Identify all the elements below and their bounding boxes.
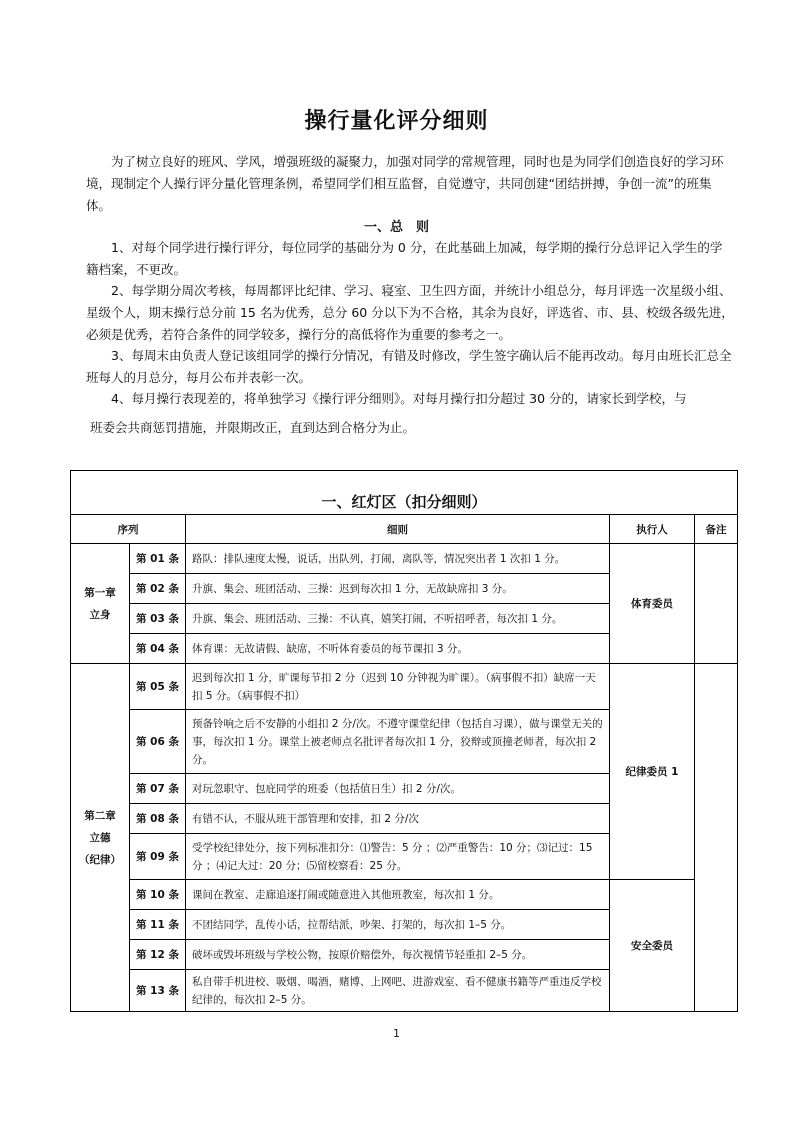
article-detail: 对玩忽职守、包庇同学的班委（包括值日生）扣 2 分/次。: [186, 774, 610, 804]
article-detail: 受学校纪律处分，按下列标准扣分：⑴警告：5 分 ；⑵严重警告：10 分；⑶记过：15 分 ；⑷记大过：20 分；⑸留校察看：25 分。: [186, 834, 610, 880]
article-detail: 迟到每次扣 1 分，旷课每节扣 2 分（迟到 10 分钟视为旷课）。（病事假不扣）缺席一天扣 5 分。（病事假不扣）: [186, 664, 610, 710]
executor-discipline-committee: 纪律委员 1: [610, 664, 695, 880]
article-detail: 破坏或毁坏班级与学校公物，按原价赔偿外，每次视情节轻重扣 2–5 分。: [186, 940, 610, 970]
note-cell: [695, 544, 738, 664]
section-heading-general: 一、总 则: [363, 220, 429, 235]
page-number: 1: [393, 1027, 400, 1040]
article-detail: 有错不认，不服从班干部管理和安排，扣 2 分/次: [186, 804, 610, 834]
article-number: 第 13 条: [130, 970, 186, 1012]
article-number: 第 07 条: [130, 774, 186, 804]
chapter-1-name: 立身: [89, 608, 111, 621]
article-number: 第 06 条: [130, 710, 186, 774]
article-number: 第 11 条: [130, 910, 186, 940]
article-number: 第 12 条: [130, 940, 186, 970]
table-row: [71, 544, 738, 574]
chapter-2-cell: [71, 664, 130, 1012]
header-note: 备注: [695, 515, 738, 544]
chapter-1-number: 第一章: [84, 586, 116, 599]
article-number: 第 05 条: [130, 664, 186, 710]
article-number: 第 01 条: [130, 544, 186, 574]
table-header-row: [71, 515, 738, 544]
article-detail: 体育课：无故请假、缺席，不听体育委员的每节课扣 3 分。: [186, 634, 610, 664]
chapter-1-cell: [71, 544, 130, 664]
document-title: 操行量化评分细则: [304, 109, 489, 134]
deduction-rules-table: [70, 470, 738, 1012]
article-detail: 预备铃响之后不安静的小组扣 2 分/次。不遵守课堂纪律（包括自习课），做与课堂无关的事，每次扣 1 分。课堂上被老师点名批评者每次扣 1 分，狡辩或顶撞老师者，每次扣 2 分。: [186, 710, 610, 774]
article-number: 第 03 条: [130, 604, 186, 634]
article-detail: 私自带手机进校、吸烟、喝酒，赌博、上网吧、进游戏室、看不健康书籍等严重违反学校纪律的，每次扣 2–5 分。: [186, 970, 610, 1012]
rule-paragraph-3: 3、每周末由负责人登记该组同学的操行分情况，有错及时修改，学生签字确认后不能再改动。每月由班长汇总全班每人的月总分，每月公布并表彰一次。: [86, 348, 732, 385]
header-detail: 细则: [186, 515, 610, 544]
chapter-2-name: 立德: [89, 831, 111, 844]
table-title: 一、红灯区（扣分细则）: [71, 471, 738, 515]
article-detail: 升旗、集会、班团活动、三操：不认真，嬉笑打闹，不听招呼者，每次扣 1 分。: [186, 604, 610, 634]
rule-paragraph-2: 2、每学期分周次考核，每周都评比纪律、学习、寝室、卫生四方面，并统计小组总分，每月评选一次星级小组、星级个人，期末操行总分前 15 名为优秀，总分 60 分以下为不合格，其余为良好，评选省、市、县、校级各级先进，必须是优秀，若符合条件的同学较多，操行分的高低将作为重要的参考之一。: [86, 283, 734, 342]
rule-paragraph-4-continued: 班委会共商惩罚措施，并限期改正，直到达到合格分为止。: [90, 420, 416, 435]
article-number: 第 04 条: [130, 634, 186, 664]
executor-safety-committee: 安全委员: [610, 880, 695, 1012]
article-number: 第 10 条: [130, 880, 186, 910]
header-executor: 执行人: [610, 515, 695, 544]
executor-sports-committee: 体育委员: [610, 544, 695, 664]
table-row: [71, 664, 738, 710]
article-number: 第 08 条: [130, 804, 186, 834]
article-detail: 升旗、集会、班团活动、三操：迟到每次扣 1 分，无故缺席扣 3 分。: [186, 574, 610, 604]
rule-paragraph-4: 4、每月操行表现差的，将单独学习《操行评分细则》。对每月操行扣分超过 30 分的，请家长到学校，与: [111, 391, 687, 406]
chapter-2-subtitle: （纪律）: [79, 853, 121, 866]
note-cell: [695, 664, 738, 1012]
article-detail: 不团结同学，乱传小话，拉帮结派，吵架、打架的，每次扣 1–5 分。: [186, 910, 610, 940]
table-row: [71, 880, 738, 910]
article-number: 第 02 条: [130, 574, 186, 604]
article-detail: 路队：排队速度太慢，说话，出队列，打闹，离队等，情况突出者 1 次扣 1 分。: [186, 544, 610, 574]
article-detail: 课间在教室、走廊追逐打闹或随意进入其他班教室，每次扣 1 分。: [186, 880, 610, 910]
intro-paragraph: 为了树立良好的班风、学风，增强班级的凝聚力，加强对同学的常规管理，同时也是为同学们创造良好的学习环境，现制定个人操行评分量化管理条例，希望同学们相互监督，自觉遵守，共同创建“团结拼搏，争创一流”的班集体。: [86, 154, 724, 213]
chapter-2-number: 第二章: [84, 809, 116, 822]
article-number: 第 09 条: [130, 834, 186, 880]
header-seq: 序列: [71, 515, 186, 544]
rule-paragraph-1: 1、对每个同学进行操行评分，每位同学的基础分为 0 分，在此基础上加减，每学期的操行分总评记入学生的学籍档案，不更改。: [86, 240, 723, 277]
